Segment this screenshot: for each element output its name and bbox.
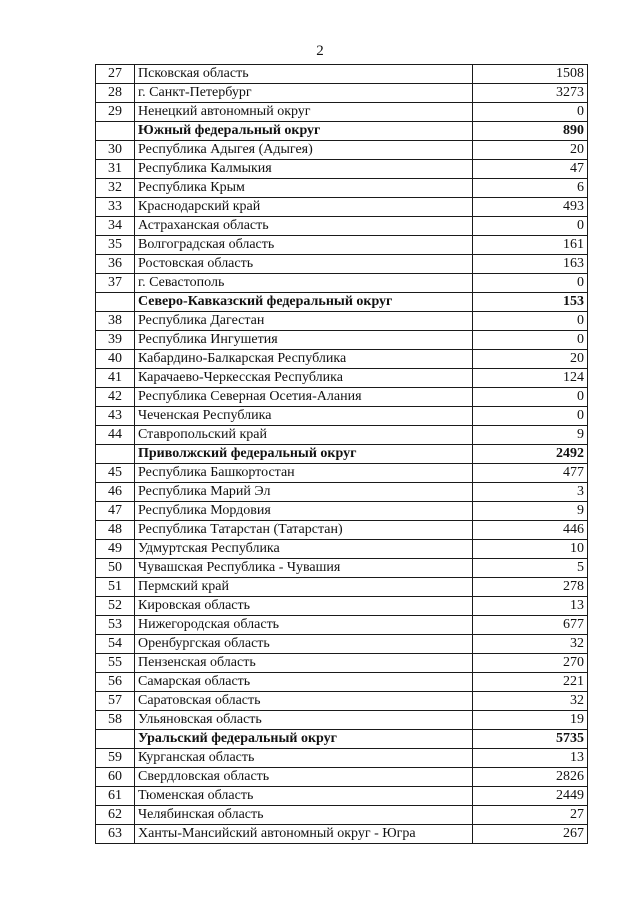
table-row bbox=[96, 711, 588, 730]
row-number-cell: 32 bbox=[96, 179, 135, 198]
region-name-cell: Чувашская Республика - Чувашия bbox=[135, 559, 473, 578]
region-value-cell: 20 bbox=[473, 141, 588, 160]
region-name-cell: Самарская область bbox=[135, 673, 473, 692]
region-value-cell: 0 bbox=[473, 274, 588, 293]
table-row bbox=[96, 274, 588, 293]
row-number-cell: 30 bbox=[96, 141, 135, 160]
region-value-cell: 0 bbox=[473, 312, 588, 331]
region-name-cell: Ульяновская область bbox=[135, 711, 473, 730]
regions-table bbox=[95, 64, 588, 844]
region-value-cell: 3 bbox=[473, 483, 588, 502]
region-name-cell: г. Санкт-Петербург bbox=[135, 84, 473, 103]
region-value-cell: 0 bbox=[473, 217, 588, 236]
region-name-cell: Пензенская область bbox=[135, 654, 473, 673]
row-number-cell: 47 bbox=[96, 502, 135, 521]
region-name-cell: Ставропольский край bbox=[135, 426, 473, 445]
region-value-cell: 270 bbox=[473, 654, 588, 673]
page-number: 2 bbox=[316, 43, 324, 59]
row-number-cell: 46 bbox=[96, 483, 135, 502]
region-name-cell: Ханты-Мансийский автономный округ - Югра bbox=[135, 825, 473, 844]
table-row bbox=[96, 179, 588, 198]
region-value-cell: 278 bbox=[473, 578, 588, 597]
region-name-cell: Ростовская область bbox=[135, 255, 473, 274]
region-name-cell: Республика Татарстан (Татарстан) bbox=[135, 521, 473, 540]
table-row bbox=[96, 502, 588, 521]
region-value-cell: 677 bbox=[473, 616, 588, 635]
region-value-cell: 32 bbox=[473, 635, 588, 654]
district-row bbox=[96, 122, 588, 141]
table-row bbox=[96, 255, 588, 274]
region-name-cell: Ненецкий автономный округ bbox=[135, 103, 473, 122]
table-row bbox=[96, 787, 588, 806]
region-name-cell: Республика Калмыкия bbox=[135, 160, 473, 179]
region-value-cell: 124 bbox=[473, 369, 588, 388]
row-number-cell: 59 bbox=[96, 749, 135, 768]
row-number-cell: 33 bbox=[96, 198, 135, 217]
table-row bbox=[96, 464, 588, 483]
region-value-cell: 27 bbox=[473, 806, 588, 825]
row-number-cell: 55 bbox=[96, 654, 135, 673]
table-row bbox=[96, 597, 588, 616]
row-number-cell: 61 bbox=[96, 787, 135, 806]
district-total-cell: 2492 bbox=[473, 445, 588, 464]
region-value-cell: 6 bbox=[473, 179, 588, 198]
row-number-cell: 37 bbox=[96, 274, 135, 293]
region-value-cell: 2449 bbox=[473, 787, 588, 806]
region-name-cell: Кабардино-Балкарская Республика bbox=[135, 350, 473, 369]
district-row bbox=[96, 293, 588, 312]
district-row bbox=[96, 445, 588, 464]
region-name-cell: Оренбургская область bbox=[135, 635, 473, 654]
district-name-cell: Приволжский федеральный округ bbox=[135, 445, 473, 464]
region-name-cell: Астраханская область bbox=[135, 217, 473, 236]
region-value-cell: 9 bbox=[473, 426, 588, 445]
row-number-cell: 58 bbox=[96, 711, 135, 730]
region-value-cell: 13 bbox=[473, 749, 588, 768]
region-value-cell: 0 bbox=[473, 407, 588, 426]
table-row bbox=[96, 426, 588, 445]
region-name-cell: Свердловская область bbox=[135, 768, 473, 787]
region-name-cell: Кировская область bbox=[135, 597, 473, 616]
regions-table-body bbox=[96, 65, 588, 844]
table-row bbox=[96, 350, 588, 369]
table-row bbox=[96, 559, 588, 578]
region-name-cell: Удмуртская Республика bbox=[135, 540, 473, 559]
table-row bbox=[96, 673, 588, 692]
district-row bbox=[96, 730, 588, 749]
table-row bbox=[96, 388, 588, 407]
table-row bbox=[96, 825, 588, 844]
row-number-cell: 53 bbox=[96, 616, 135, 635]
region-value-cell: 1508 bbox=[473, 65, 588, 84]
region-value-cell: 32 bbox=[473, 692, 588, 711]
row-number-cell: 56 bbox=[96, 673, 135, 692]
row-number-cell: 45 bbox=[96, 464, 135, 483]
region-name-cell: Республика Дагестан bbox=[135, 312, 473, 331]
region-value-cell: 446 bbox=[473, 521, 588, 540]
region-value-cell: 2826 bbox=[473, 768, 588, 787]
table-row bbox=[96, 407, 588, 426]
region-name-cell: Республика Башкортостан bbox=[135, 464, 473, 483]
table-row bbox=[96, 654, 588, 673]
row-number-cell: 38 bbox=[96, 312, 135, 331]
table-row bbox=[96, 331, 588, 350]
table-row bbox=[96, 236, 588, 255]
table-row bbox=[96, 84, 588, 103]
row-number-cell: 29 bbox=[96, 103, 135, 122]
table-row bbox=[96, 198, 588, 217]
region-name-cell: Республика Марий Эл bbox=[135, 483, 473, 502]
region-value-cell: 47 bbox=[473, 160, 588, 179]
row-number-cell: 42 bbox=[96, 388, 135, 407]
table-row bbox=[96, 217, 588, 236]
table-row bbox=[96, 141, 588, 160]
district-total-cell: 153 bbox=[473, 293, 588, 312]
table-row bbox=[96, 806, 588, 825]
row-number-cell: 41 bbox=[96, 369, 135, 388]
region-name-cell: Республика Ингушетия bbox=[135, 331, 473, 350]
table-row bbox=[96, 160, 588, 179]
region-value-cell: 19 bbox=[473, 711, 588, 730]
row-number-cell bbox=[96, 122, 135, 141]
region-name-cell: Тюменская область bbox=[135, 787, 473, 806]
region-value-cell: 9 bbox=[473, 502, 588, 521]
region-name-cell: Республика Мордовия bbox=[135, 502, 473, 521]
region-value-cell: 20 bbox=[473, 350, 588, 369]
region-name-cell: Волгоградская область bbox=[135, 236, 473, 255]
table-row bbox=[96, 749, 588, 768]
row-number-cell: 34 bbox=[96, 217, 135, 236]
table-row bbox=[96, 540, 588, 559]
row-number-cell bbox=[96, 293, 135, 312]
region-name-cell: Нижегородская область bbox=[135, 616, 473, 635]
row-number-cell: 60 bbox=[96, 768, 135, 787]
table-row bbox=[96, 578, 588, 597]
row-number-cell: 35 bbox=[96, 236, 135, 255]
region-name-cell: Псковская область bbox=[135, 65, 473, 84]
region-name-cell: Карачаево-Черкесская Республика bbox=[135, 369, 473, 388]
region-name-cell: Республика Крым bbox=[135, 179, 473, 198]
region-name-cell: Пермский край bbox=[135, 578, 473, 597]
table-row bbox=[96, 692, 588, 711]
region-value-cell: 267 bbox=[473, 825, 588, 844]
region-value-cell: 13 bbox=[473, 597, 588, 616]
district-name-cell: Южный федеральный округ bbox=[135, 122, 473, 141]
region-value-cell: 10 bbox=[473, 540, 588, 559]
table-row bbox=[96, 312, 588, 331]
row-number-cell: 43 bbox=[96, 407, 135, 426]
region-value-cell: 0 bbox=[473, 103, 588, 122]
row-number-cell: 52 bbox=[96, 597, 135, 616]
row-number-cell bbox=[96, 730, 135, 749]
region-value-cell: 3273 bbox=[473, 84, 588, 103]
row-number-cell: 50 bbox=[96, 559, 135, 578]
region-value-cell: 477 bbox=[473, 464, 588, 483]
region-name-cell: Чеченская Республика bbox=[135, 407, 473, 426]
district-name-cell: Северо-Кавказский федеральный округ bbox=[135, 293, 473, 312]
row-number-cell: 49 bbox=[96, 540, 135, 559]
region-value-cell: 0 bbox=[473, 388, 588, 407]
row-number-cell: 39 bbox=[96, 331, 135, 350]
row-number-cell bbox=[96, 445, 135, 464]
row-number-cell: 28 bbox=[96, 84, 135, 103]
district-total-cell: 890 bbox=[473, 122, 588, 141]
district-total-cell: 5735 bbox=[473, 730, 588, 749]
table-row bbox=[96, 768, 588, 787]
region-value-cell: 493 bbox=[473, 198, 588, 217]
district-name-cell: Уральский федеральный округ bbox=[135, 730, 473, 749]
row-number-cell: 31 bbox=[96, 160, 135, 179]
table-row bbox=[96, 369, 588, 388]
row-number-cell: 63 bbox=[96, 825, 135, 844]
region-name-cell: Республика Северная Осетия-Алания bbox=[135, 388, 473, 407]
region-name-cell: Краснодарский край bbox=[135, 198, 473, 217]
row-number-cell: 54 bbox=[96, 635, 135, 654]
region-name-cell: г. Севастополь bbox=[135, 274, 473, 293]
row-number-cell: 36 bbox=[96, 255, 135, 274]
row-number-cell: 48 bbox=[96, 521, 135, 540]
table-row bbox=[96, 635, 588, 654]
region-name-cell: Саратовская область bbox=[135, 692, 473, 711]
region-value-cell: 221 bbox=[473, 673, 588, 692]
region-name-cell: Челябинская область bbox=[135, 806, 473, 825]
row-number-cell: 51 bbox=[96, 578, 135, 597]
row-number-cell: 44 bbox=[96, 426, 135, 445]
region-value-cell: 0 bbox=[473, 331, 588, 350]
row-number-cell: 62 bbox=[96, 806, 135, 825]
row-number-cell: 40 bbox=[96, 350, 135, 369]
table-row bbox=[96, 483, 588, 502]
table-row bbox=[96, 103, 588, 122]
table-row bbox=[96, 65, 588, 84]
region-name-cell: Курганская область bbox=[135, 749, 473, 768]
row-number-cell: 57 bbox=[96, 692, 135, 711]
table-row bbox=[96, 521, 588, 540]
region-value-cell: 161 bbox=[473, 236, 588, 255]
region-value-cell: 5 bbox=[473, 559, 588, 578]
region-name-cell: Республика Адыгея (Адыгея) bbox=[135, 141, 473, 160]
row-number-cell: 27 bbox=[96, 65, 135, 84]
region-value-cell: 163 bbox=[473, 255, 588, 274]
table-row bbox=[96, 616, 588, 635]
